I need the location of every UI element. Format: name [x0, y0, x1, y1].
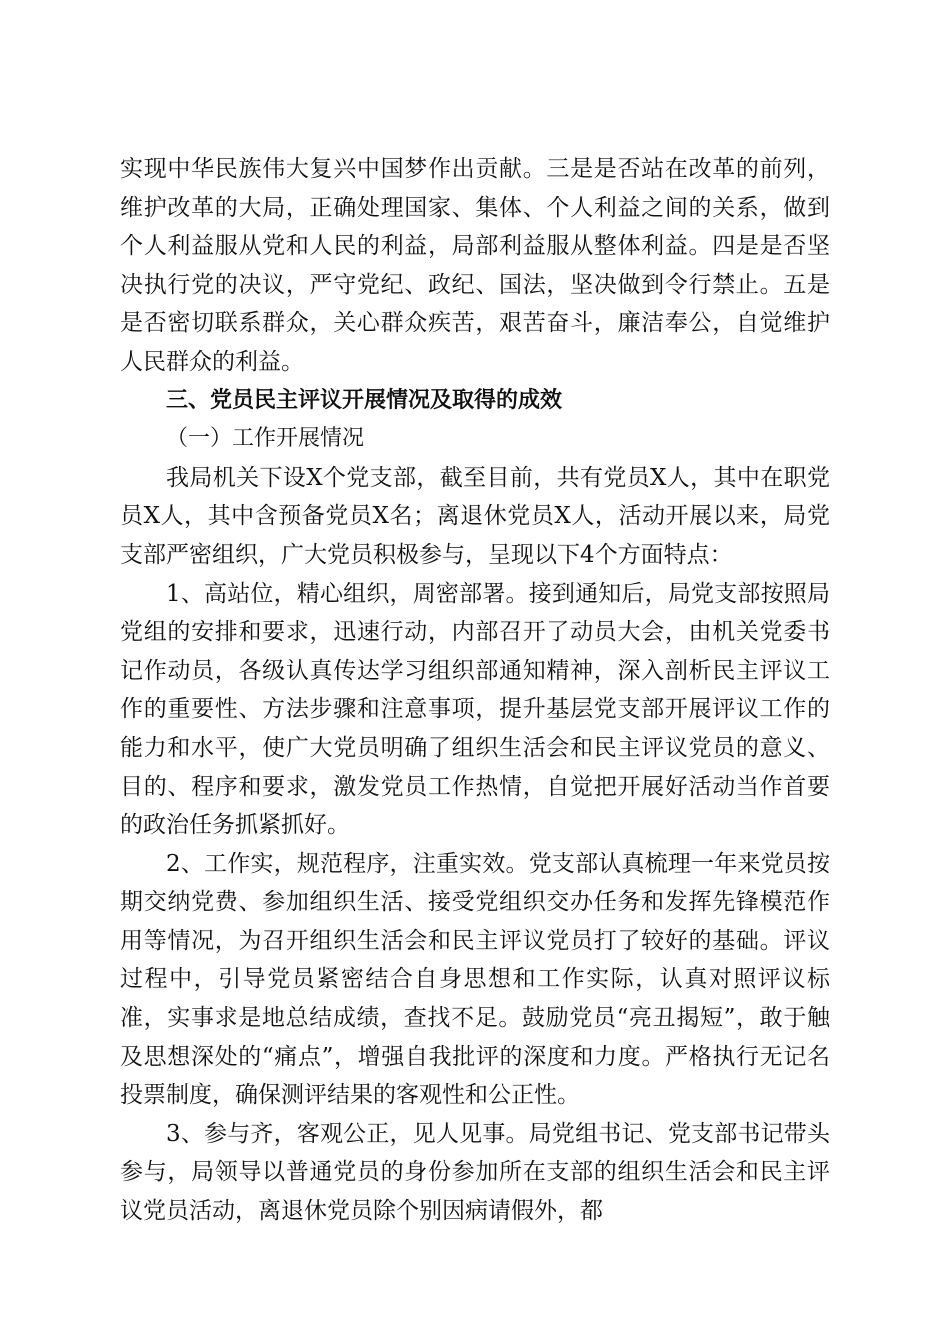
- document-body: [120, 150, 830, 1231]
- body-paragraph: 1、高站位，精心组织，周密部署。接到通知后，局党支部按照局党组的安排和要求，迅速行动，内部召开了动员大会，由机关党委书记作动员，各级认真传达学习组织部通知精神，深入剖析民主评议工作的重要性、方法步骤和注意事项，提升基层党支部开展评议工作的能力和水平，使广大党员明确了组织生活会和民主评议党员的意义、目的、程序和要求，激发党员工作热情，自觉把开展好活动当作首要的政治任务抓紧抓好。: [120, 580, 830, 839]
- body-paragraph: 3、参与齐，客观公正，见人见事。局党组书记、党支部书记带头参与，局领导以普通党员的身份参加所在支部的组织生活会和民主评议党员活动，离退休党员除个别因病请假外，都: [120, 1120, 830, 1225]
- section-heading: 三、党员民主评议开展情况及取得的成效: [166, 387, 563, 413]
- body-paragraph: 2、工作实，规范程序，注重实效。党支部认真梳理一年来党员按期交纳党费、参加组织生活、接受党组织交办任务和发挥先锋模范作用等情况，为召开组织生活会和民主评议党员打了较好的基础。评议过程中，引导党员紧密结合自身思想和工作实际，认真对照评议标准，实事求是地总结成绩，查找不足。鼓励党员“亮丑揭短”，敢于触及思想深处的“痛点”，增强自我批评的深度和力度。严格执行无记名投票制度，确保测评结果的客观性和公正性。: [120, 850, 830, 1109]
- subsection-heading: （一）工作开展情况: [166, 426, 365, 452]
- body-paragraph: 我局机关下设X个党支部，截至目前，共有党员X人，其中在职党员X人，其中含预备党员X名；离退休党员X人，活动开展以来，局党支部严密组织，广大党员积极参与，呈现以下4个方面特点：: [120, 464, 830, 568]
- body-paragraph: 实现中华民族伟大复兴中国梦作出贡献。三是是否站在改革的前列，维护改革的大局，正确处理国家、集体、个人利益之间的关系，做到个人利益服从党和人民的利益，局部利益服从整体利益。四是是否坚决执行党的决议，严守党纪、政纪、国法，坚决做到令行禁止。五是是否密切联系群众，关心群众疾苦，艰苦奋斗，廉洁奉公，自觉维护人民群众的利益。: [120, 156, 830, 375]
